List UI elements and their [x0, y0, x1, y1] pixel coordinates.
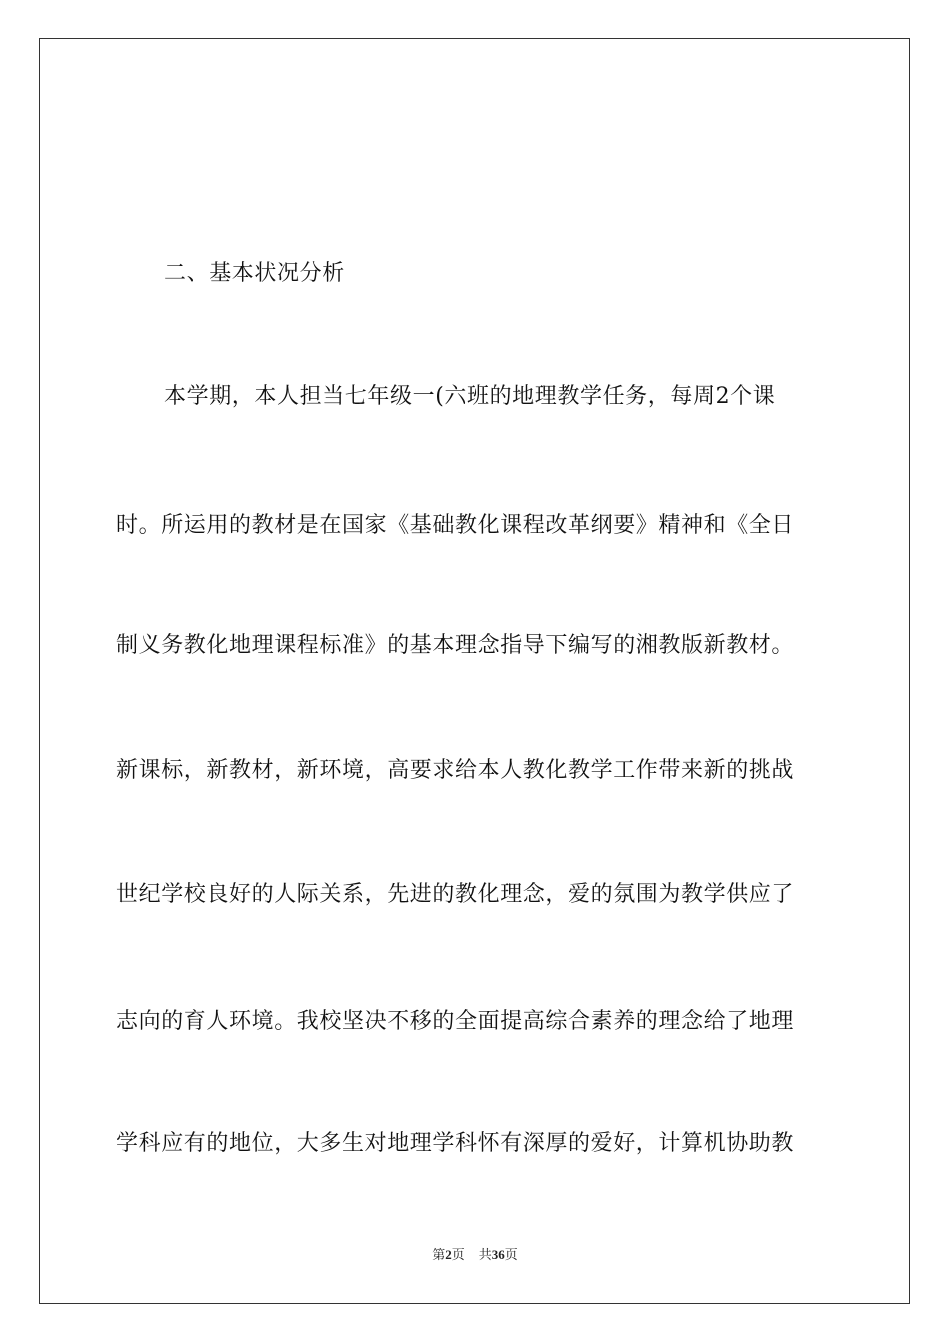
- paragraph-line-3: 制义务教化地理课程标准》的基本理念指导下编写的湘教版新教材。: [116, 633, 795, 658]
- footer-total-pages: 36: [491, 1247, 505, 1262]
- paragraph-line-2: 时。所运用的教材是在国家《基础教化课程改革纲要》精神和《全日: [116, 513, 795, 538]
- paragraph-line-7: 学科应有的地位，大多生对地理学科怀有深厚的爱好，计算机协助教: [116, 1131, 795, 1156]
- paragraph-line-5: 世纪学校良好的人际关系，先进的教化理念，爱的氛围为教学供应了: [116, 882, 795, 907]
- section-heading: 二、基本状况分析: [164, 261, 345, 286]
- footer-total-prefix: 共: [478, 1247, 492, 1262]
- paragraph-line-6: 志向的育人环境。我校坚决不移的全面提高综合素养的理念给了地理: [116, 1009, 795, 1034]
- paragraph-line-4: 新课标，新教材，新环境，高要求给本人教化教学工作带来新的挑战: [116, 758, 795, 783]
- paragraph-line-1: 本学期，本人担当七年级一(六班的地理教学任务，每周2个课: [164, 384, 776, 409]
- footer-total-suffix: 页: [504, 1247, 518, 1262]
- page-footer: [0, 1246, 950, 1264]
- footer-page-prefix: 第: [432, 1247, 446, 1262]
- footer-page-suffix: 页: [451, 1247, 465, 1262]
- page-border: [39, 38, 910, 1304]
- footer-page-number: 2: [445, 1247, 452, 1262]
